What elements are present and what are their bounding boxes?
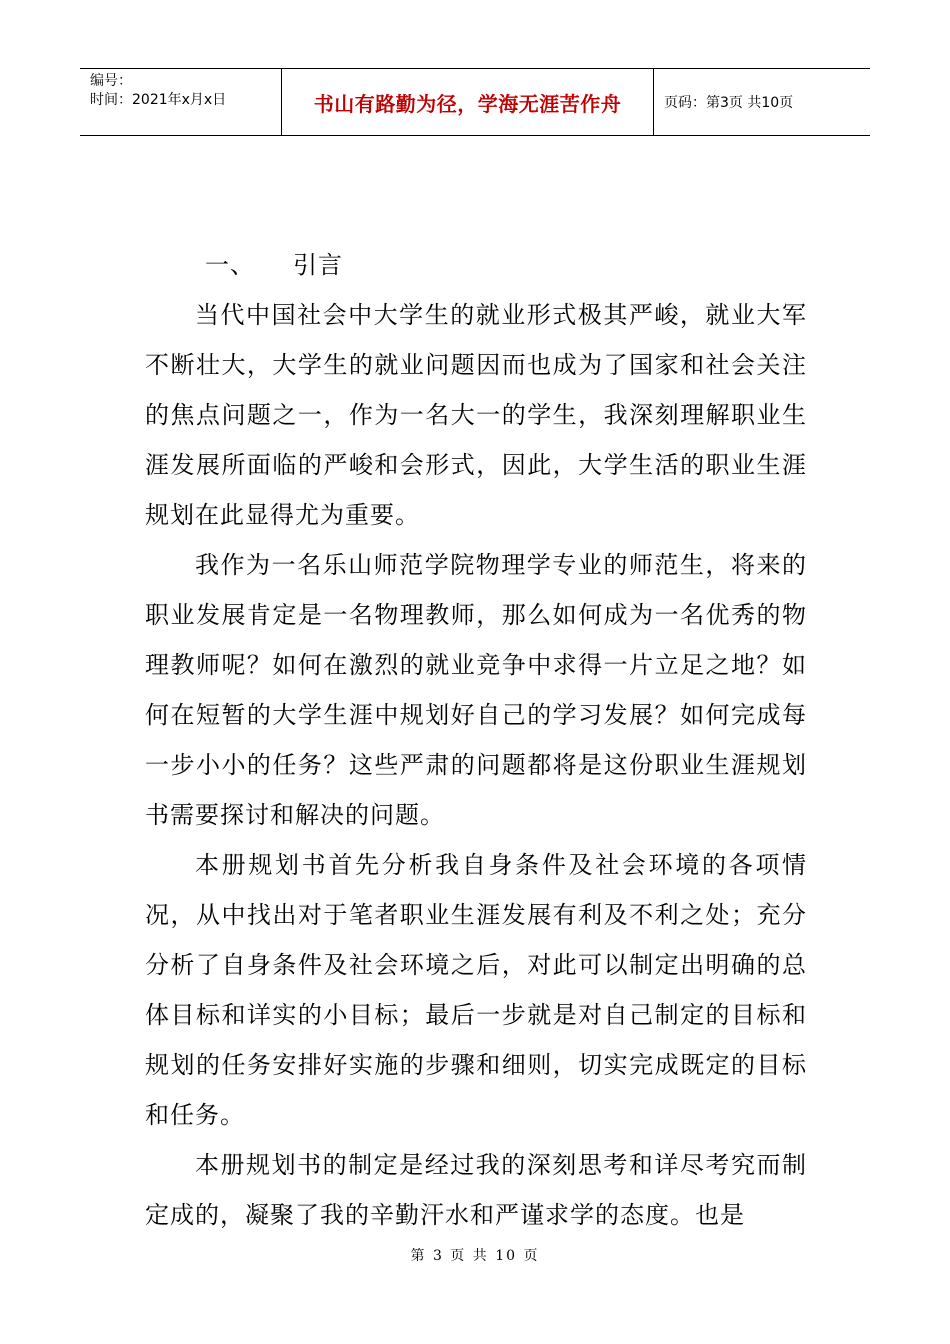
page-header	[80, 68, 870, 136]
document-body	[145, 240, 807, 1240]
paragraph-4: 本册规划书的制定是经过我的深刻思考和详尽考究而制定成的，凝聚了我的辛勤汗水和严谨求学的态度。也是	[145, 1151, 807, 1229]
header-meta	[80, 69, 282, 135]
header-page-number: 页码：第3页 共10页	[664, 95, 794, 111]
paragraph-2: 我作为一名乐山师范学院物理学专业的师范生，将来的职业发展肯定是一名物理教师，那么如何成为一名优秀的物理教师呢？如何在激烈的就业竞争中求得一片立足之地？如何在短暂的大学生涯中规划好自己的学习发展？如何完成每一步小小的任务？这些严肃的问题都将是这份职业生涯规划书需要探讨和解决的问题。	[145, 551, 807, 829]
section-title: 引言	[293, 251, 343, 279]
page-footer: 第 3 页 共 10 页	[410, 1248, 540, 1264]
header-motto: 书山有路勤为径，学海无涯苦作舟	[282, 69, 654, 135]
paragraph-3: 本册规划书首先分析我自身条件及社会环境的各项情况，从中找出对于笔者职业生涯发展有利及不利之处；充分分析了自身条件及社会环境之后，对此可以制定出明确的总体目标和详实的小目标；最后一步就是对自己制定的目标和规划的任务安排好实施的步骤和细则，切实完成既定的目标和任务。	[145, 851, 807, 1129]
section-heading	[145, 240, 807, 290]
section-number: 一、	[205, 251, 255, 279]
document-number-label: 编号：	[90, 73, 132, 89]
document-time-label: 时间：2021年x月x日	[90, 92, 227, 108]
paragraph-1: 当代中国社会中大学生的就业形式极其严峻，就业大军不断壮大，大学生的就业问题因而也成为了国家和社会关注的焦点问题之一，作为一名大一的学生，我深刻理解职业生涯发展所面临的严峻和会形式，因此，大学生活的职业生涯规划在此显得尤为重要。	[145, 301, 807, 529]
